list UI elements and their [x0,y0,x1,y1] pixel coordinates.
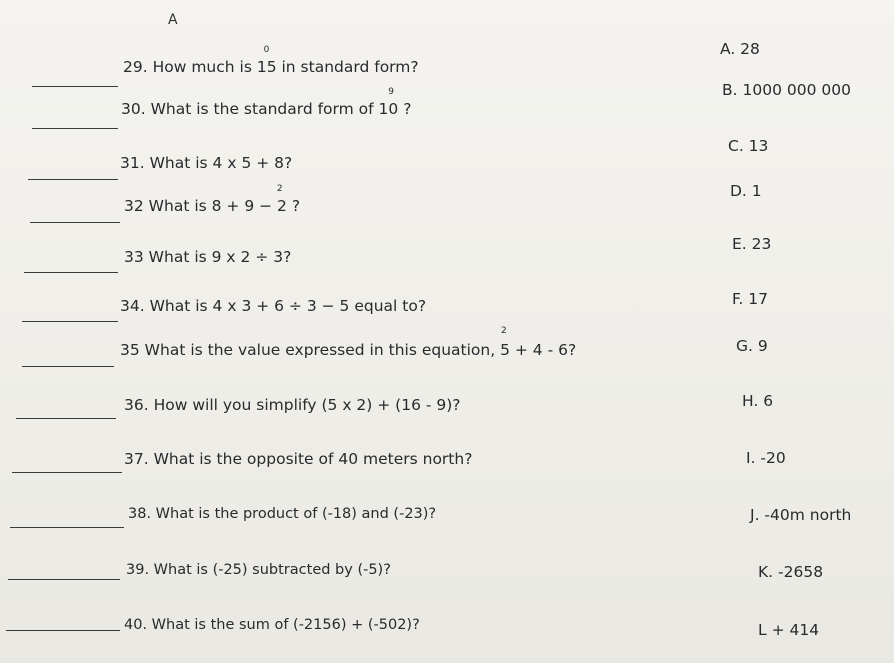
choice-b: B. 1000 000 000 [722,81,851,99]
question-32 [124,184,301,215]
question-number: 34. [120,297,145,315]
exponent: 0 [263,45,270,55]
question-number: 37. [124,450,149,468]
question-29 [123,45,419,76]
choice-k: K. -2658 [758,563,824,581]
question-31 [120,156,292,172]
choice-c: C. 13 [728,137,769,155]
question-number: 38. [128,506,152,522]
choice-h: H. 6 [742,392,774,410]
answer-blank-35[interactable] [22,366,114,367]
answer-blank-29[interactable] [32,86,118,87]
exponent: 2 [500,326,507,336]
question-39 [126,563,391,578]
question-40 [124,618,420,633]
answer-blank-37[interactable] [12,472,122,473]
question-text: What is the product of (-18) and (-23)? [155,506,437,522]
question-33 [124,250,291,266]
question-37 [124,452,472,468]
question-number: 33 [124,248,144,266]
question-text: What is the value expressed in this equation, 5 [144,341,510,359]
question-number: 35 [120,341,140,359]
choice-e: E. 23 [732,235,772,253]
question-number: 36. [124,396,149,414]
exponent: 9 [388,87,394,97]
question-34 [120,299,426,315]
choice-i: I. -20 [746,449,786,467]
question-text: What is 8 + 9 − 2 [148,197,287,215]
question-number: 30. [121,100,146,118]
question-text: What is the opposite of 40 meters north? [153,450,473,468]
exponent: 2 [276,184,283,194]
answer-blank-33[interactable] [24,272,118,273]
choice-l: L + 414 [758,621,820,639]
question-38 [128,507,436,522]
question-text: What is the standard form of 10 [150,100,399,118]
choice-f: F. 17 [732,290,769,308]
answer-blank-38[interactable] [10,527,124,528]
question-text: What is (-25) subtracted by (-5)? [153,562,391,578]
answer-blank-32[interactable] [30,222,120,223]
answer-blank-30[interactable] [32,128,118,129]
choice-j: J. -40m north [750,506,852,524]
question-number: 39. [126,562,150,578]
question-text: How will you simplify (5 x 2) + (16 - 9)? [153,396,461,414]
answer-blank-34[interactable] [22,321,118,322]
question-number: 32 [124,197,144,215]
choice-a: A. 28 [720,40,760,58]
column-header: A [168,12,178,28]
question-text-tail: + 4 - 6? [509,341,577,359]
question-number: 31. [120,154,145,172]
question-number: 40. [124,617,148,633]
question-text-tail: in standard form? [276,58,419,76]
answer-blank-39[interactable] [8,579,120,580]
question-number: 29. [123,58,148,76]
question-text: What is 4 x 3 + 6 ÷ 3 − 5 equal to? [149,297,427,315]
answer-blank-40[interactable] [6,630,120,631]
answer-blank-31[interactable] [28,179,118,180]
choice-g: G. 9 [736,337,768,355]
question-text-tail: ? [286,197,301,215]
question-text: What is the sum of (-2156) + (-502)? [151,617,420,633]
question-text: What is 4 x 5 + 8? [149,154,293,172]
question-36 [124,398,461,414]
question-35 [120,326,577,359]
question-text-tail: ? [398,100,412,118]
question-30 [121,87,412,118]
choice-d: D. 1 [730,182,762,200]
answer-blank-36[interactable] [16,418,116,419]
question-text: What is 9 x 2 ÷ 3? [148,248,292,266]
question-text: How much is 15 [152,58,277,76]
